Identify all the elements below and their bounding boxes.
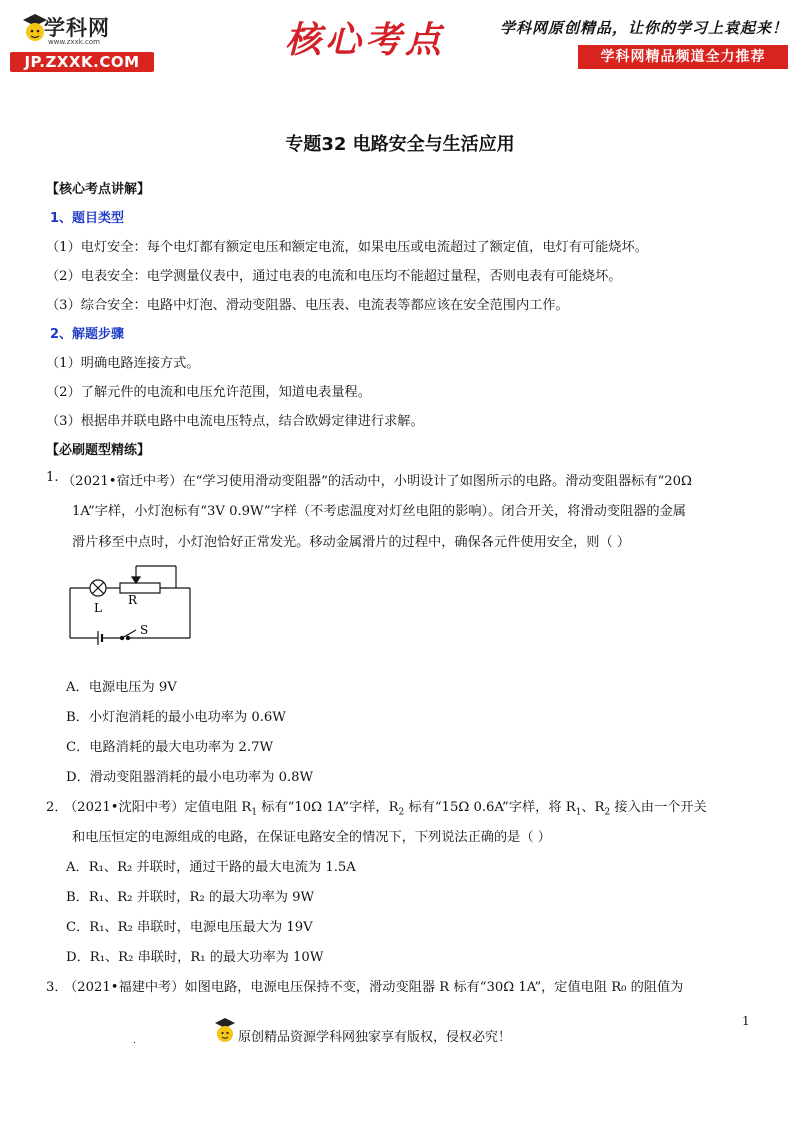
step-3: （3）根据串并联电路中电流电压特点，结合欧姆定律进行求解。 [46, 414, 424, 429]
question-1-line-1: （2021•宿迁中考）在“学习使用滑动变阻器”的活动中，小明设计了如图所示的电路。滑动变阻器标有“20Ω [62, 474, 692, 489]
question-1-option-a: A．电源电压为 9V [66, 680, 177, 695]
question-2-option-c: C．R₁、R₂ 串联时，电源电压最大为 19V [66, 920, 313, 935]
section-heading-core: 【核心考点讲解】 [46, 182, 151, 197]
question-1-option-c: C．电路消耗的最大电功率为 2.7W [66, 740, 274, 755]
question-1-line-2: 1A”字样，小灯泡标有“3V 0.9W”字样（不考虑温度对灯丝电阻的影响）。闭合开关，将滑动变阻器的金属 [72, 504, 686, 519]
paragraph-meter-safety: （2）电表安全：电学测量仪表中，通过电表的电流和电压均不能超过量程，否则电表有可能烧坏。 [46, 269, 622, 284]
document-title: 专题32 电路安全与生活应用 [285, 134, 515, 155]
question-number-2: 2． [46, 800, 68, 815]
header-slogan: 学科网原创精品，让你的学习上袁起来！ [499, 19, 788, 37]
question-2-line-2: 和电压恒定的电源组成的电路，在保证电路安全的情况下，下列说法正确的是（ ） [72, 830, 551, 845]
label-lamp: L [94, 601, 102, 615]
heading-solution-steps: 2、解题步骤 [50, 327, 125, 342]
channel-banner: 学科网精品频道全力推荐 [578, 45, 788, 69]
question-1-option-b: B．小灯泡消耗的最小电功率为 0.6W [66, 710, 286, 725]
question-number-3: 3． [46, 980, 68, 995]
copyright-notice: 原创精品资源学科网独家享有版权，侵权必究！ [238, 1030, 512, 1045]
question-2-option-a: A．R₁、R₂ 并联时，通过干路的最大电流为 1.5A [66, 860, 356, 875]
logo-url[interactable]: JP.ZXXK.COM [10, 52, 154, 72]
question-2-option-b: B．R₁、R₂ 并联时，R₂ 的最大功率为 9W [66, 890, 315, 905]
step-2: （2）了解元件的电流和电压允许范围，知道电表量程。 [46, 385, 371, 400]
logo-name: 学科网 [44, 16, 110, 40]
label-rheostat: R [128, 593, 138, 607]
section-heading-practice: 【必刷题型精练】 [46, 443, 151, 458]
circuit-diagram [60, 556, 210, 646]
header-title: 核心考点 [284, 19, 445, 61]
paragraph-combined-safety: （3）综合安全：电路中灯泡、滑动变阻器、电压表、电流表等都应该在安全范围内工作。 [46, 298, 569, 313]
question-2-option-d: D．R₁、R₂ 串联时，R₁ 的最大功率为 10W [66, 950, 324, 965]
mascot-icon [213, 1016, 237, 1046]
page-number: 1 [742, 1014, 750, 1028]
heading-question-types: 1、题目类型 [50, 211, 125, 226]
footer-dot: . [133, 1036, 136, 1046]
logo-subtitle: www.zxxk.com [48, 38, 100, 46]
question-1-line-3: 滑片移至中点时，小灯泡恰好正常发光。移动金属滑片的过程中，确保各元件使用安全，则（ ） [72, 535, 631, 550]
label-switch: S [140, 623, 149, 637]
paragraph-lamp-safety: （1）电灯安全：每个电灯都有额定电压和额定电流，如果电压或电流超过了额定值，电灯有可能烧坏。 [46, 240, 648, 255]
question-2-line-1: （2021•沈阳中考）定值电阻 $R_1$ 标有“10Ω 1A”字样，$R_2$ 标有“15Ω 0.6A”字样，将 $R_1$、$R_2$ 接入由一个开关 [64, 800, 707, 818]
question-3-line-1: （2021•福建中考）如图电路，电源电压保持不变，滑动变阻器 R 标有“30Ω 1A”，定值电阻 R₀ 的阻值为 [64, 980, 684, 995]
question-number-1: 1. [46, 470, 59, 485]
question-1-option-d: D．滑动变阻器消耗的最小电功率为 0.8W [66, 770, 314, 785]
step-1: （1）明确电路连接方式。 [46, 356, 200, 371]
